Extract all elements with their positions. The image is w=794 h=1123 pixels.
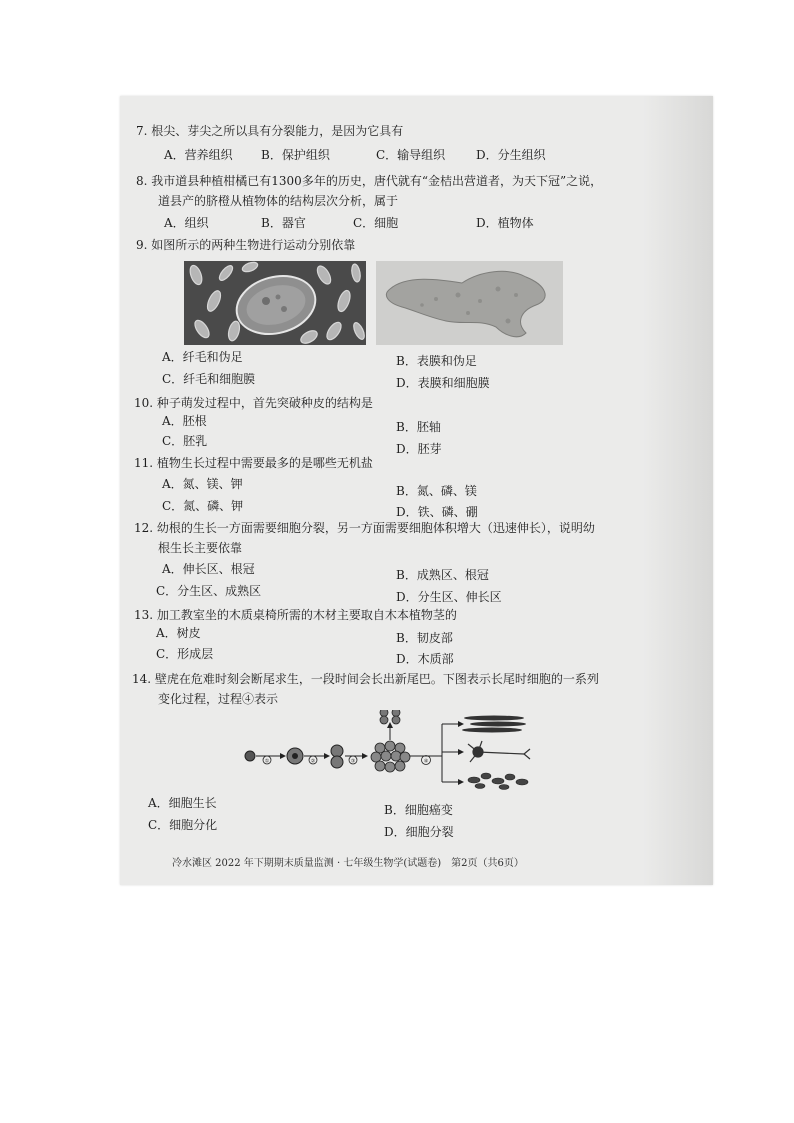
q8-option-d: D．植物体 — [476, 216, 534, 230]
q9-option-a: A．纤毛和伪足 — [162, 350, 243, 364]
step-label-2: ② — [310, 758, 316, 765]
q7-option-a: A．营养组织 — [164, 148, 233, 162]
question-8: 8. 我市道县种植柑橘已有1300多年的历史，唐代就有“金桔出营道者，为天下冠”之说， — [136, 174, 603, 188]
nerve-cell — [468, 741, 530, 762]
q10-option-a: A．胚根 — [162, 414, 207, 428]
page-shadow — [643, 96, 713, 885]
q11-option-d: D．铁、磷、硼 — [396, 505, 478, 519]
connective-tissue — [468, 773, 528, 790]
question-12: 12. 幼根的生长一方面需要细胞分裂，另一方面需要细胞体积增大（迅速伸长），说明幼 — [134, 521, 595, 535]
single-cell — [245, 751, 255, 761]
q12-option-c: C．分生区、成熟区 — [156, 584, 262, 598]
q9-option-d: D．表膜和细胞膜 — [396, 376, 490, 390]
step-label-4: ④ — [423, 758, 429, 765]
q14-option-b: B．细胞癌变 — [384, 803, 453, 817]
q13-option-c: C．形成层 — [156, 647, 214, 661]
q8-option-b: B．器官 — [261, 216, 306, 230]
q8-option-a: A．组织 — [164, 216, 209, 230]
q14-option-d: D．细胞分裂 — [384, 825, 454, 839]
q9-option-b: B．表膜和伪足 — [396, 354, 477, 368]
q14-option-c: C．细胞分化 — [148, 818, 218, 832]
q12-option-d: D．分生区、伸长区 — [396, 590, 502, 604]
q11-option-a: A．氮、镁、钾 — [162, 477, 243, 491]
divided-cell-bottom — [331, 756, 343, 768]
divided-cell-top — [331, 745, 343, 757]
step-label-1: ① — [264, 758, 270, 765]
q9-option-c: C．纤毛和细胞膜 — [162, 372, 256, 386]
question-11: 11. 植物生长过程中需要最多的是哪些无机盐 — [134, 456, 373, 470]
q7-option-d: D．分生组织 — [476, 148, 546, 162]
question-8-line2: 道县产的脐橙从植物体的结构层次分析，属于 — [158, 194, 399, 208]
muscle-tissue — [462, 716, 526, 733]
cell-process-diagram — [242, 710, 532, 790]
cell-process-svg — [242, 710, 532, 790]
question-7: 7. 根尖、芽尖之所以具有分裂能力，是因为它具有 — [136, 124, 404, 138]
question-9: 9. 如图所示的两种生物进行运动分别依靠 — [136, 238, 356, 252]
q13-option-b: B．韧皮部 — [396, 631, 453, 645]
q11-option-b: B．氮、磷、镁 — [396, 484, 477, 498]
q10-option-d: D．胚芽 — [396, 442, 442, 456]
q7-option-c: C．输导组织 — [376, 148, 446, 162]
question-14: 14. 壁虎在危难时刻会断尾求生，一段时间会长出新尾巴。下图表示长尾时细胞的一系列 — [132, 672, 599, 686]
q10-option-b: B．胚轴 — [396, 420, 441, 434]
q12-option-b: B．成熟区、根冠 — [396, 568, 489, 582]
paramecium-photo — [184, 261, 366, 345]
q7-option-b: B．保护组织 — [261, 148, 330, 162]
q13-option-a: A．树皮 — [156, 626, 201, 640]
question-13: 13. 加工教室坐的木质桌椅所需的木材主要取自木本植物茎的 — [134, 608, 457, 622]
cell-cluster — [371, 741, 410, 772]
q8-option-c: C．细胞 — [353, 216, 399, 230]
q13-option-d: D．木质部 — [396, 652, 454, 666]
q14-option-a: A．细胞生长 — [148, 796, 217, 810]
step-label-3: ③ — [350, 758, 356, 765]
exam-page — [120, 96, 713, 885]
question-10: 10. 种子萌发过程中，首先突破种皮的结构是 — [134, 396, 373, 410]
q12-option-a: A．伸长区、根冠 — [162, 562, 255, 576]
page-footer: 冷水滩区 2022 年下期期末质量监测 · 七年级生物学(试题卷) 第2页（共6页） — [172, 858, 524, 869]
four-cell-group — [380, 710, 400, 724]
q10-option-c: C．胚乳 — [162, 434, 208, 448]
question-12-line2: 根生长主要依靠 — [158, 541, 243, 555]
question-14-line2: 变化过程，过程④表示 — [158, 692, 279, 706]
q11-option-c: C．氮、磷、钾 — [162, 499, 244, 513]
amoeba-photo — [376, 261, 563, 345]
